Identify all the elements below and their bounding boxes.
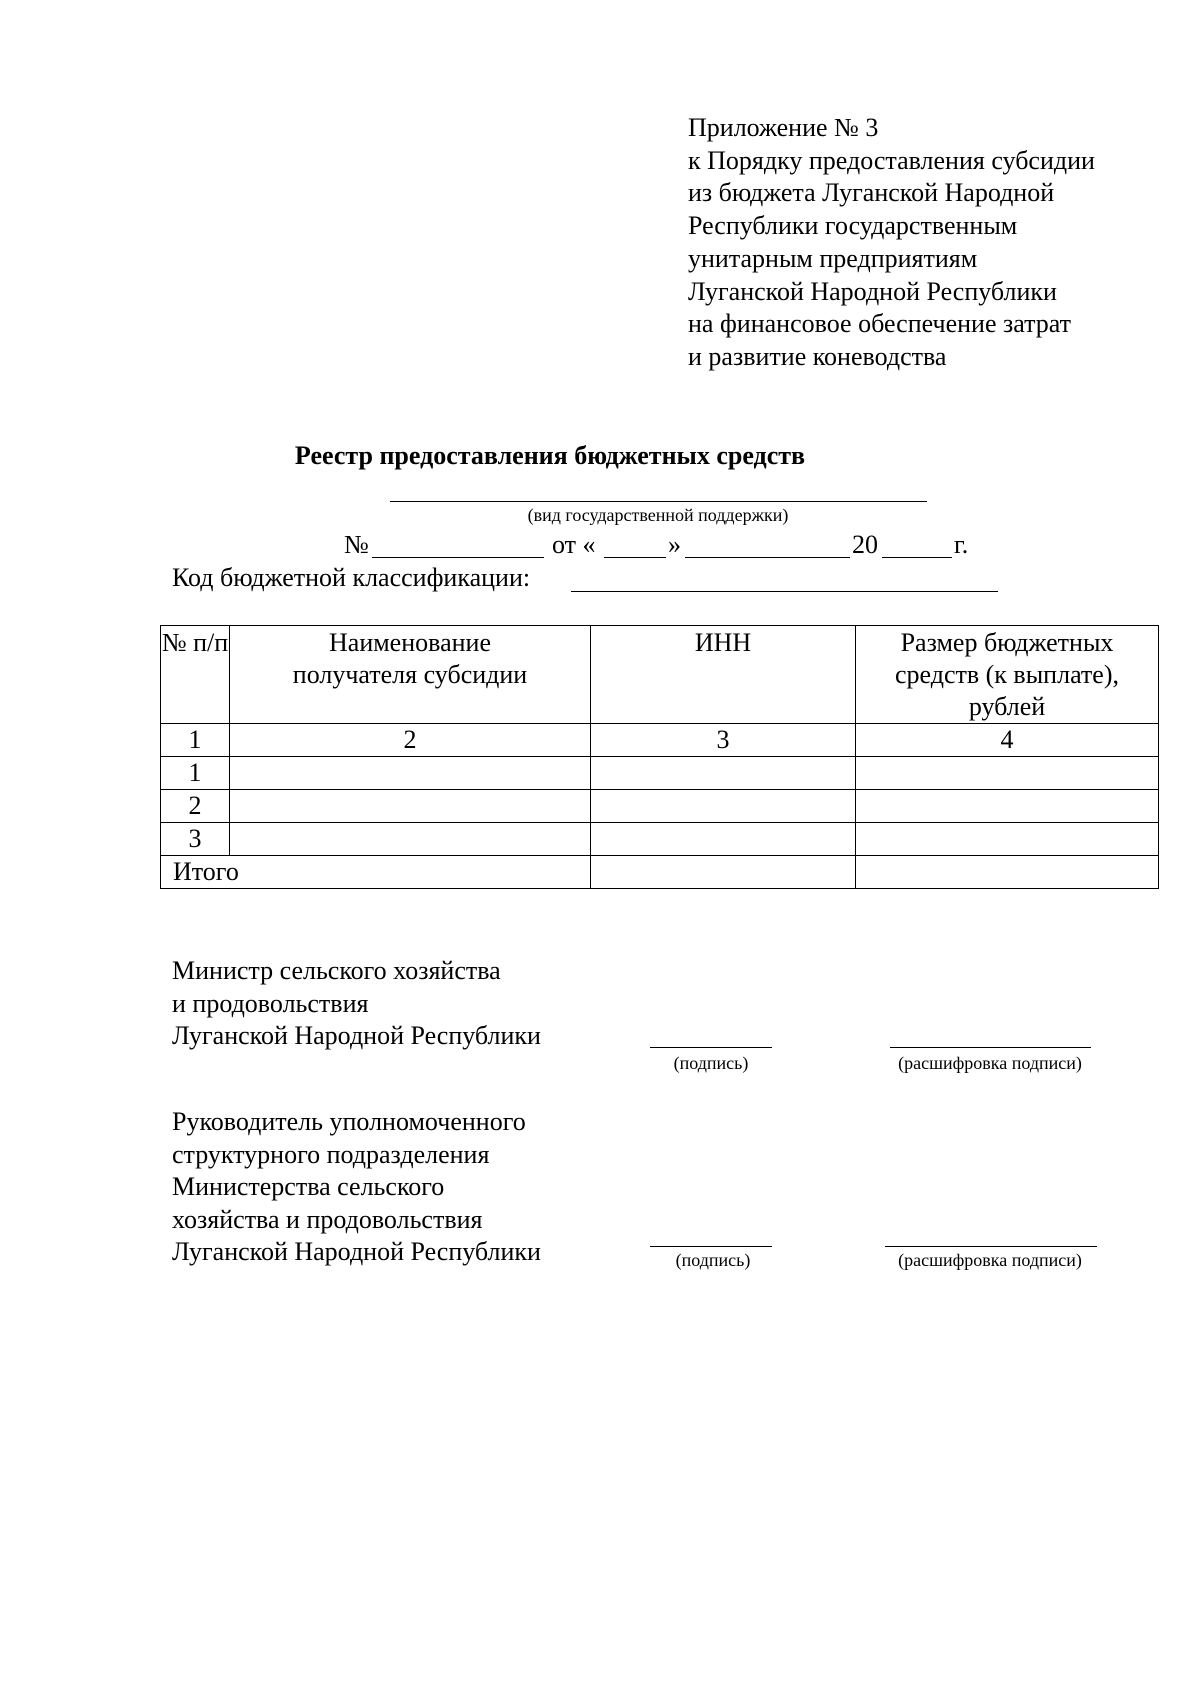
appendix-line: Приложение № 3 [688, 113, 879, 142]
header-cell-amount: Размер бюджетных средств (к выплате), рублей [856, 626, 1159, 724]
signer-title-line: структурного подразделения [172, 1139, 490, 1169]
column-number-cell: 2 [230, 724, 591, 757]
support-type-hint: (вид государственной поддержки) [527, 505, 789, 525]
appendix-header [688, 112, 1168, 374]
year-blank[interactable] [882, 557, 952, 558]
inn-cell[interactable] [591, 790, 856, 823]
signer-title-line: Руководитель уполномоченного [172, 1107, 526, 1136]
appendix-line: и развитие коневодства [688, 341, 947, 371]
appendix-line: Луганской Народной Республики [688, 276, 1057, 306]
signer-title-line: Министерства сельского [172, 1172, 445, 1201]
header-cell-inn: ИНН [591, 626, 856, 724]
number-line [0, 530, 1200, 562]
column-number-cell: 4 [856, 724, 1159, 757]
amount-cell[interactable] [856, 790, 1159, 823]
appendix-line: Республики государственным [688, 211, 1018, 241]
appendix-line: из бюджета Луганской Народной [688, 178, 1055, 208]
column-number-row [161, 724, 1159, 757]
signature-decoding-label: (расшифровка подписи) [898, 1053, 1082, 1073]
table-header-row [161, 626, 1159, 724]
support-type-blank[interactable] [390, 501, 927, 502]
signer-title-line: хозяйства и продовольствия [172, 1204, 483, 1234]
inn-cell[interactable] [591, 823, 856, 856]
table-row [161, 823, 1159, 856]
header-cell-recipient: Наименование получателя субсидии [230, 626, 591, 724]
register-table [160, 625, 1159, 889]
column-number-cell: 1 [161, 724, 230, 757]
close-quote: » [668, 530, 681, 559]
day-blank[interactable] [604, 557, 666, 558]
from-label: от « [552, 530, 596, 559]
row-number-cell: 2 [161, 790, 230, 823]
row-number-cell: 3 [161, 823, 230, 856]
signature-line[interactable] [650, 1047, 772, 1048]
recipient-cell[interactable] [230, 757, 591, 790]
year-suffix: г. [954, 530, 969, 559]
signer-title-line: Министр сельского хозяйства [172, 956, 501, 985]
signature-label: (подпись) [675, 1250, 751, 1270]
signature-decoding-label: (расшифровка подписи) [898, 1250, 1082, 1270]
total-label: Итого [161, 856, 591, 889]
column-number-cell: 3 [591, 724, 856, 757]
recipient-cell[interactable] [230, 790, 591, 823]
table-row [161, 757, 1159, 790]
header-cell-number: № п/п [161, 626, 230, 724]
month-blank[interactable] [685, 557, 850, 558]
signature-label: (подпись) [673, 1053, 749, 1073]
signature-line[interactable] [650, 1246, 772, 1247]
total-amount-cell[interactable] [856, 856, 1159, 889]
signature-block-head [172, 1106, 541, 1269]
inn-cell[interactable] [591, 757, 856, 790]
signature-decoding-line[interactable] [885, 1246, 1097, 1247]
number-sign: № [344, 530, 369, 559]
year-prefix: 20 [852, 530, 878, 559]
budget-code-blank[interactable] [571, 591, 998, 592]
document-title: Реестр предоставления бюджетных средств [294, 441, 806, 470]
budget-code-label: Код бюджетной классификации: [172, 563, 531, 592]
appendix-line: унитарным предприятиям [688, 243, 978, 273]
row-number-cell: 1 [161, 757, 230, 790]
total-inn-cell[interactable] [591, 856, 856, 889]
amount-cell[interactable] [856, 757, 1159, 790]
signer-title-line: и продовольствия [172, 988, 369, 1018]
recipient-cell[interactable] [230, 823, 591, 856]
signature-decoding-line[interactable] [890, 1047, 1091, 1048]
total-row [161, 856, 1159, 889]
appendix-line: к Порядку предоставления субсидии [688, 145, 1095, 175]
signature-block-minister [172, 955, 541, 1053]
signer-title-line: Луганской Народной Республики [172, 1021, 541, 1050]
signer-title-line: Луганской Народной Республики [172, 1237, 541, 1266]
number-blank[interactable] [372, 557, 544, 558]
table-row [161, 790, 1159, 823]
amount-cell[interactable] [856, 823, 1159, 856]
appendix-line: на финансовое обеспечение затрат [688, 309, 1072, 339]
